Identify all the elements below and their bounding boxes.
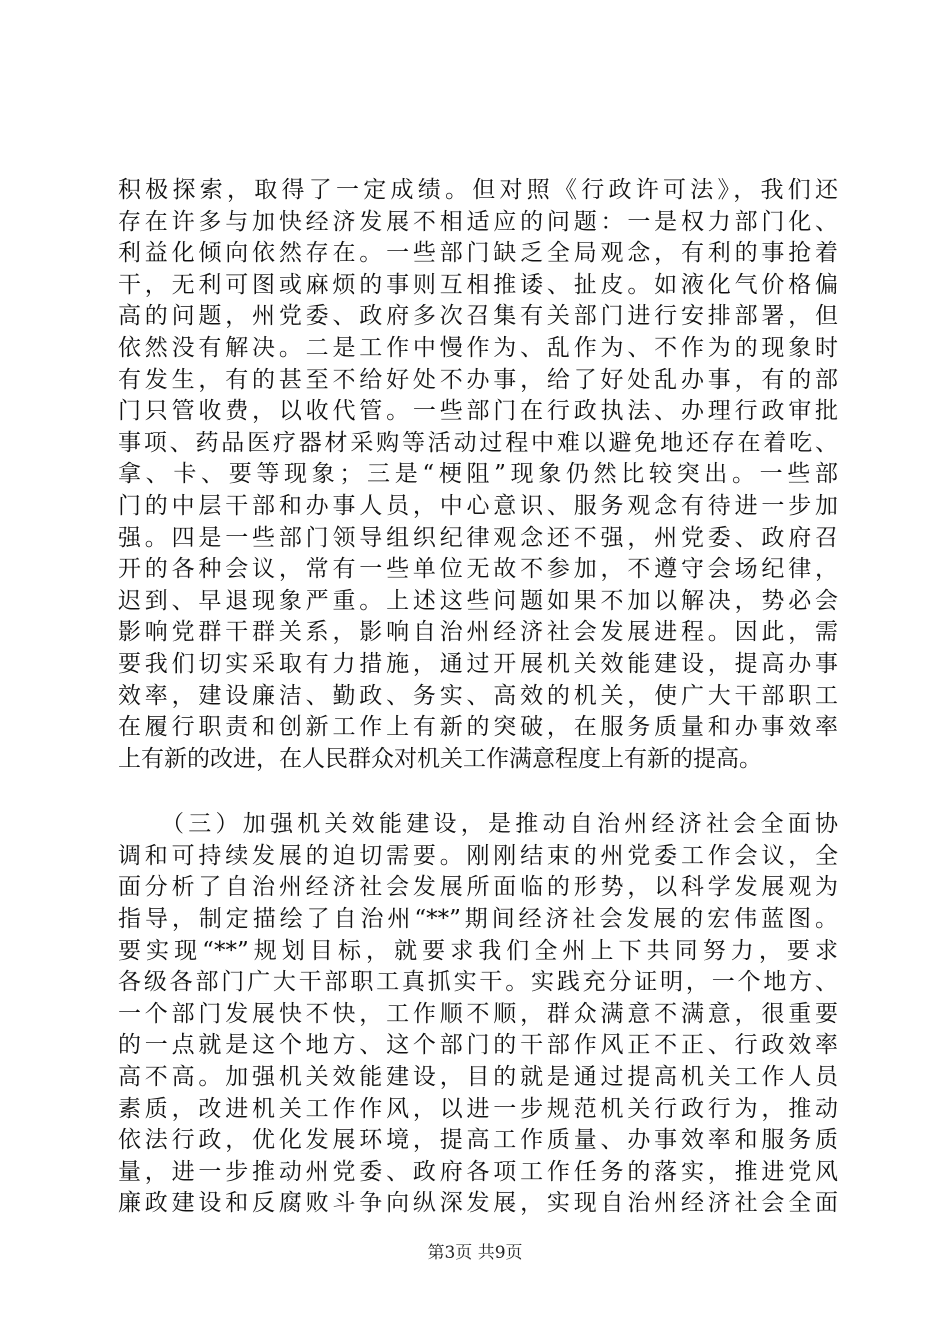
paragraph-1: [118, 175, 838, 775]
text-line: 有发生，有的甚至不给好处不办事，给了好处乱办事，有的部: [118, 366, 838, 393]
text-line: 门只管收费，以收代管。一些部门在行政执法、办理行政审批: [118, 398, 838, 425]
text-line: 廉政建设和反腐败斗争向纵深发展，实现自治州经济社会全面: [118, 1190, 838, 1217]
text-line: 要我们切实采取有力措施，通过开展机关效能建设，提高办事: [118, 650, 838, 677]
text-line: 指导，制定描绘了自治州“**”期间经济社会发展的宏伟蓝图。: [118, 906, 838, 933]
text-line: 高不高。加强机关效能建设，目的就是通过提高机关工作人员: [118, 1064, 838, 1091]
text-line: 干，无利可图或麻烦的事则互相推诿、扯皮。如液化气价格偏: [118, 271, 838, 298]
text-line: 依然没有解决。二是工作中慢作为、乱作为、不作为的现象时: [118, 334, 838, 361]
text-line: 的一点就是这个地方、这个部门的干部作风正不正、行政效率: [118, 1032, 838, 1059]
text-line: 面分析了自治州经济社会发展所面临的形势，以科学发展观为: [118, 874, 838, 901]
text-line: 拿、卡、要等现象；三是“梗阻”现象仍然比较突出。一些部: [118, 461, 838, 488]
text-line: 存在许多与加快经济发展不相适应的问题：一是权力部门化、: [118, 208, 838, 235]
text-line: 门的中层干部和办事人员，中心意识、服务观念有待进一步加: [118, 492, 838, 519]
text-line: 事项、药品医疗器材采购等活动过程中难以避免地还存在着吃、: [118, 429, 838, 456]
text-line: 要实现“**”规划目标，就要求我们全州上下共同努力，要求: [118, 937, 838, 964]
text-line: 量，进一步推动州党委、政府各项工作任务的落实，推进党风: [118, 1158, 838, 1185]
text-line: 积极探索，取得了一定成绩。但对照《行政许可法》，我们还: [118, 177, 838, 203]
text-line: 迟到、早退现象严重。上述这些问题如果不加以解决，势必会: [118, 587, 838, 614]
paragraph-gap: [118, 775, 838, 809]
text-line: 影响党群干群关系，影响自治州经济社会发展进程。因此，需: [118, 619, 838, 646]
text-line: 利益化倾向依然存在。一些部门缺乏全局观念，有利的事抢着: [118, 240, 838, 267]
text-line: 强。四是一些部门领导组织纪律观念还不强，州党委、政府召: [118, 524, 838, 551]
text-line: 依法行政，优化发展环境，提高工作质量、办事效率和服务质: [118, 1127, 838, 1154]
text-line: 素质，改进机关工作作风，以进一步规范机关行政行为，推动: [118, 1095, 838, 1122]
text-line: 在履行职责和创新工作上有新的突破，在服务质量和办事效率: [118, 714, 838, 741]
document-body: [118, 175, 838, 1220]
text-line: 高的问题，州党委、政府多次召集有关部门进行安排部署，但: [118, 303, 838, 330]
text-line: 一个部门发展快不快，工作顺不顺，群众满意不满意，很重要: [118, 1000, 838, 1027]
paragraph-2: [118, 809, 838, 1220]
text-line: 上有新的改进，在人民群众对机关工作满意程度上有新的提高。: [118, 745, 762, 772]
text-line: 效率，建设廉洁、勤政、务实、高效的机关，使广大干部职工: [118, 682, 838, 709]
text-line: 调和可持续发展的迫切需要。刚刚结束的州党委工作会议，全: [118, 842, 838, 869]
text-line: 开的各种会议，常有一些单位无故不参加，不遵守会场纪律，: [118, 556, 838, 583]
text-line: （三）加强机关效能建设，是推动自治州经济社会全面协: [118, 811, 838, 838]
page-footer: 第3页 共9页: [427, 1243, 523, 1263]
text-line: 各级各部门广大干部职工真抓实干。实践充分证明，一个地方、: [118, 969, 838, 996]
